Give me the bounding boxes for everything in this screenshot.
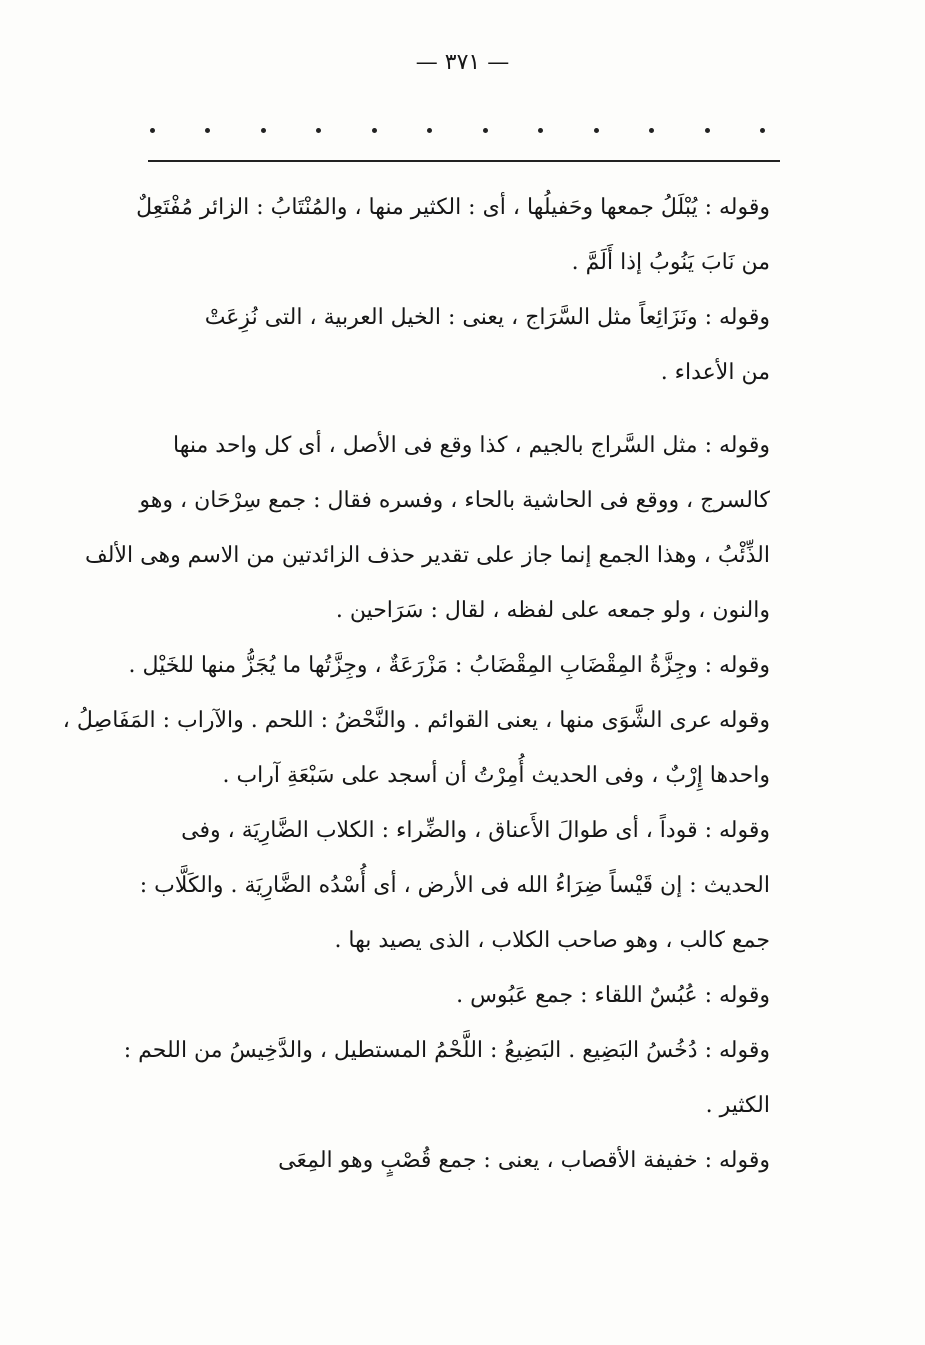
separator-dot [760,128,765,133]
text-line: وقوله : عُبُسٌ اللقاء : جمع عَبُوس . [456,983,770,1008]
text-line: الحديث : إن قَيْساً ضِرَاءُ الله فى الأرض ، أى أُسْدُه الضَّارِيَة . والكَلَّاب : [139,873,770,898]
separator-dot [261,128,266,133]
body-text [62,180,770,1188]
separator-dot [705,128,710,133]
separator-dot [205,128,210,133]
text-line: الذِّئْبُ ، وهذا الجمع إنما جاز على تقدير حذف الزائدتين من الاسم وهى الألف [85,543,770,568]
text-line: الكثير . [705,1093,770,1118]
separator-dot [316,128,321,133]
text-line: وقوله : دُخُسُ البَضِيع . البَضِيعُ : اللَّحْمُ المستطيل ، والدَّخِيسُ من اللحم : [123,1038,770,1063]
separator-dot [427,128,432,133]
text-line: وقوله : قوداً ، أى طوالَ الأَعناق ، والضِّراء : الكلاب الضَّارِيَة ، وفى [181,818,770,843]
dot-separator [150,128,765,133]
page-number: — ٣٧١ — [415,50,510,75]
text-line: من نَابَ يَنُوبُ إذا أَلَمَّ . [571,250,770,275]
text-line: وقوله : وجِزَّةُ المِقْضَابِ المِقْضَابُ : مَزْرَعَةٌ ، وجِزَّتُها ما يُجَزُّ منها للخَيْل . [128,653,770,678]
text-line: وقوله : خفيفة الأقصاب ، يعنى : جمع قُصْبٍ وهو المِعَى [278,1148,770,1173]
text-line: والنون ، ولو جمعه على لفظه ، لقال : سَرَاحين . [335,598,770,623]
text-line: من الأعداء . [660,360,770,385]
text-line: وقوله : ونَزَائِعاً مثل السَّرَاج ، يعنى : الخيل العربية ، التى نُزِعَتْ [204,305,770,330]
text-line: وقوله عرى الشَّوَى منها ، يعنى القوائم . والنَّحْضُ : اللحم . والآراب : المَفَاصِلُ ، [62,708,770,733]
separator-dot [150,128,155,133]
separator-dot [649,128,654,133]
separator-dot [483,128,488,133]
text-line: وقوله : مثل السَّراج بالجيم ، كذا وقع فى الأصل ، أى كل واحد منها [173,433,770,458]
text-line: كالسرج ، ووقع فى الحاشية بالحاء ، وفسره فقال : جمع سِرْحَان ، وهو [139,488,770,513]
text-line: وقوله : يُبْلَلُ جمعها وحَفيلُها ، أى : الكثير منها ، والمُنْتَابُ : الزائر مُفْتَعِلٌ [136,195,770,220]
separator-dot [372,128,377,133]
text-line: واحدها إِرْبٌ ، وفى الحديث أُمِرْتُ أن أسجد على سَبْعَةِ آراب . [222,763,770,788]
header-rule [148,160,780,162]
separator-dot [538,128,543,133]
text-line: جمع كالب ، وهو صاحب الكلاب ، الذى يصيد بها . [334,928,770,953]
separator-dot [594,128,599,133]
